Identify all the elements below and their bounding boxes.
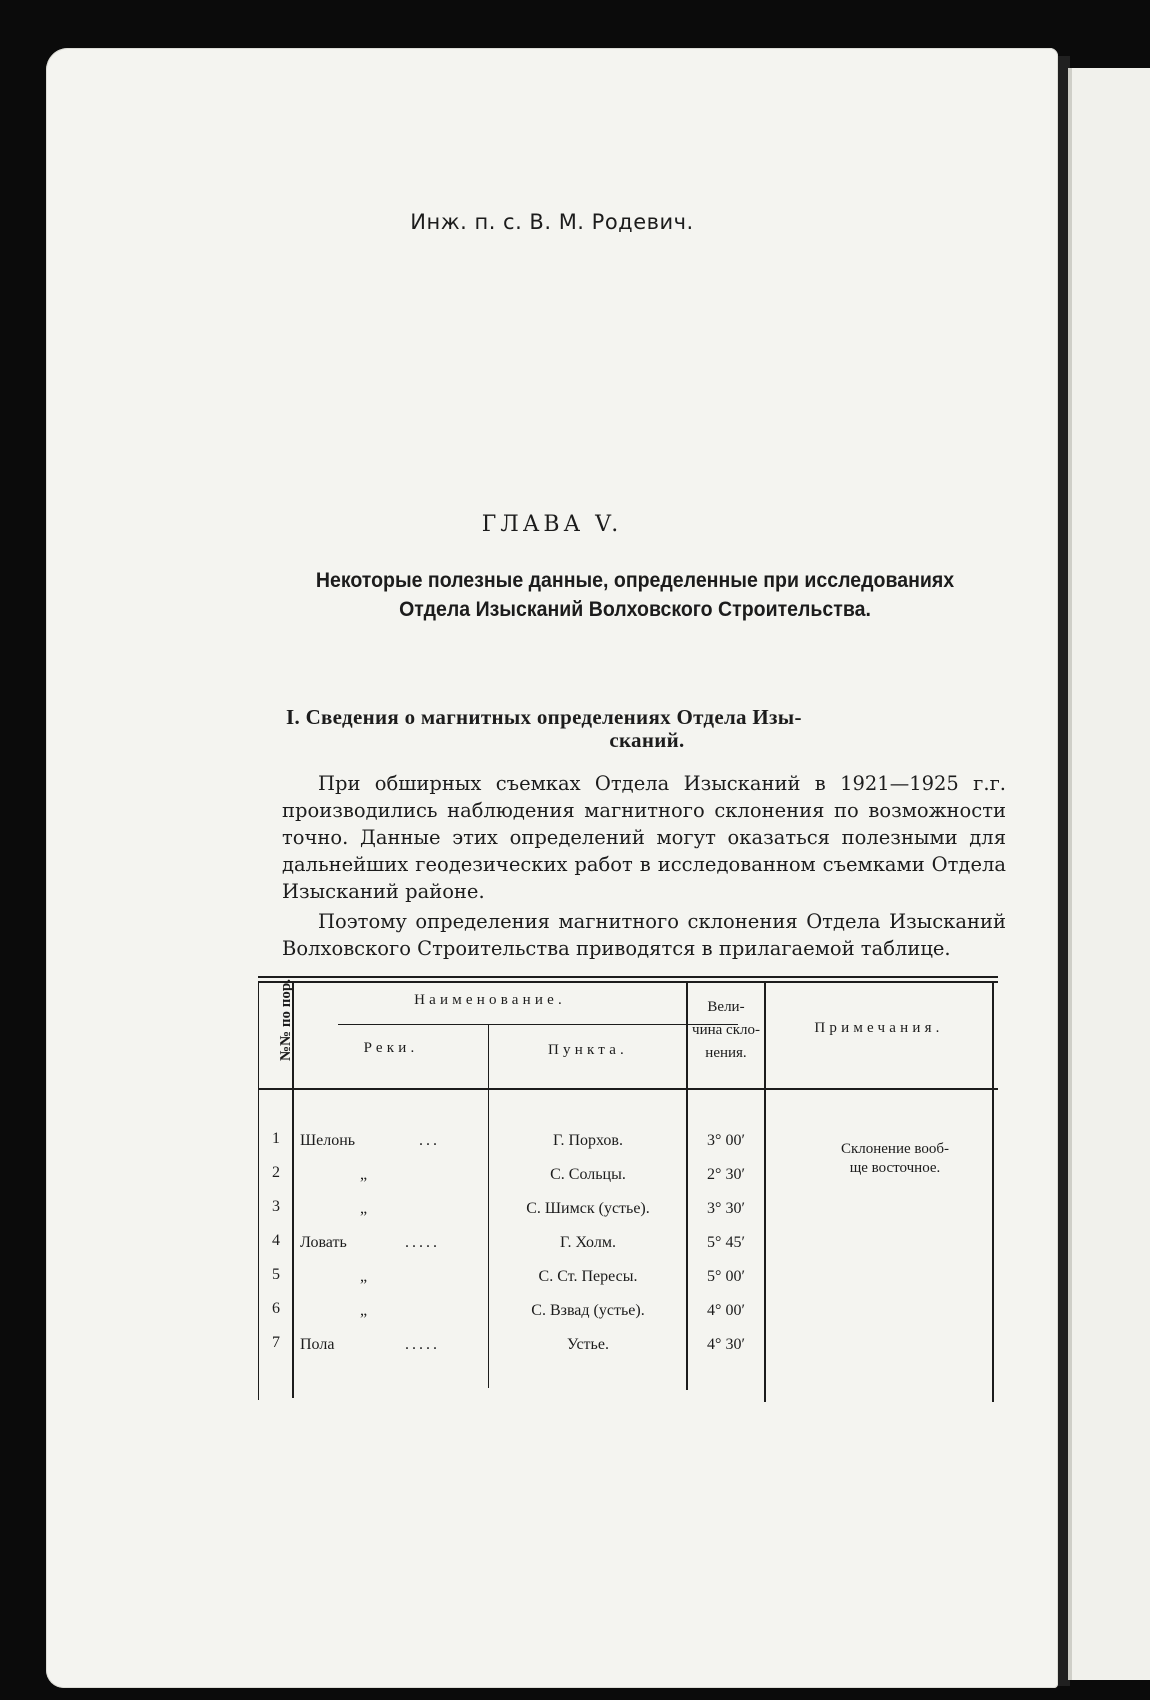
dot-leader: .....: [405, 1234, 440, 1251]
chapter-number: ГЛАВА V.: [481, 512, 623, 537]
header-number: №№ по пор.: [278, 978, 294, 1062]
row-point: Г. Холм.: [560, 1234, 616, 1251]
table-row: [258, 1198, 998, 1228]
row-point: Г. Порхов.: [553, 1132, 623, 1149]
header-name: Наименование.: [414, 992, 566, 1008]
river-name: „: [360, 1302, 368, 1319]
river-name: „: [360, 1268, 368, 1285]
row-declination: 3° 30′: [707, 1200, 745, 1217]
book-page: [46, 48, 1058, 1688]
row-river: [300, 1302, 446, 1320]
row-river: [300, 1200, 446, 1218]
dot-leader: .....: [405, 1336, 440, 1353]
row-number: 3: [272, 1198, 280, 1215]
header-river: Реки.: [363, 1040, 419, 1056]
table-row: [258, 1334, 998, 1364]
section-title: [286, 706, 1008, 752]
table-note-line-2: ще восточное.: [849, 1160, 941, 1176]
row-number: 7: [272, 1334, 280, 1351]
row-river: [300, 1166, 446, 1184]
table-row: [258, 1232, 998, 1262]
row-point: С. Сольцы.: [550, 1166, 626, 1183]
row-number: 2: [272, 1164, 280, 1181]
row-declination: 5° 45′: [707, 1234, 745, 1251]
chapter-title: [245, 566, 1024, 624]
row-point: Устье.: [567, 1336, 609, 1353]
row-declination: 4° 00′: [707, 1302, 745, 1319]
header-bottom-rule: [258, 1088, 998, 1090]
author-line: Инж. п. с. В. М. Родевич.: [410, 210, 694, 234]
row-river: [300, 1132, 446, 1150]
river-name: „: [360, 1200, 368, 1217]
row-declination: 4° 30′: [707, 1336, 745, 1353]
row-number: 4: [272, 1232, 280, 1249]
table-note-line-1: Склонение вооб-: [840, 1141, 950, 1157]
row-river: [300, 1268, 446, 1286]
row-declination: 5° 00′: [707, 1268, 745, 1285]
row-point: С. Шимск (устье).: [526, 1200, 650, 1217]
header-declination: [688, 996, 764, 1065]
section-title-line-2: сканий.: [609, 728, 685, 752]
paragraph-1: При обширных съемках Отдела Изысканий в 1921—1925 г.г. производились наблюдения магнитного склонения по возможности точно. Данные этих определений могут оказаться полезными для дальнейших геодезических работ в исследованном съемками Отдела Изысканий районе.: [282, 772, 1006, 903]
row-point: С. Взвад (устье).: [531, 1302, 645, 1319]
chapter-title-line-2: Отдела Изысканий Волховского Строительства.: [399, 598, 871, 621]
row-number: 6: [272, 1300, 280, 1317]
river-name: Ловать: [300, 1234, 347, 1251]
table-top-rule: [258, 976, 998, 978]
header-notes: Примечания.: [814, 1020, 944, 1036]
row-river: [300, 1336, 446, 1354]
header-point: Пункта.: [548, 1042, 628, 1058]
river-name: „: [360, 1166, 368, 1183]
chapter-title-line-1: Некоторые полезные данные, определенные при исследованиях: [315, 569, 955, 592]
declination-table: [258, 976, 998, 1402]
table-row: [258, 1300, 998, 1330]
river-name: Шелонь: [300, 1132, 356, 1149]
row-declination: 3° 00′: [707, 1132, 745, 1149]
adjacent-page-edge: [1068, 68, 1150, 1680]
section-title-line-1: I. Сведения о магнитных определениях Отдела Изы-: [286, 705, 802, 729]
row-river: [300, 1234, 446, 1252]
paragraph-2: Поэтому определения магнитного склонения Отдела Изысканий Волховского Строительства приводятся в прилагаемой таблице.: [282, 910, 1006, 960]
row-number: 5: [272, 1266, 280, 1283]
table-note: [824, 1140, 966, 1178]
header-subrule: [338, 1024, 738, 1025]
table-top-rule-2: [258, 981, 998, 983]
row-number: 1: [272, 1130, 280, 1147]
header-declination-line-1: Вели-: [707, 999, 745, 1015]
table-row: [258, 1266, 998, 1296]
header-declination-line-3: нения.: [705, 1045, 747, 1061]
river-name: Пола: [300, 1336, 335, 1353]
dot-leader: ...: [419, 1132, 440, 1149]
row-point: С. Ст. Пересы.: [538, 1268, 638, 1285]
row-declination: 2° 30′: [707, 1166, 745, 1183]
header-declination-line-2: чина скло-: [692, 1022, 760, 1038]
